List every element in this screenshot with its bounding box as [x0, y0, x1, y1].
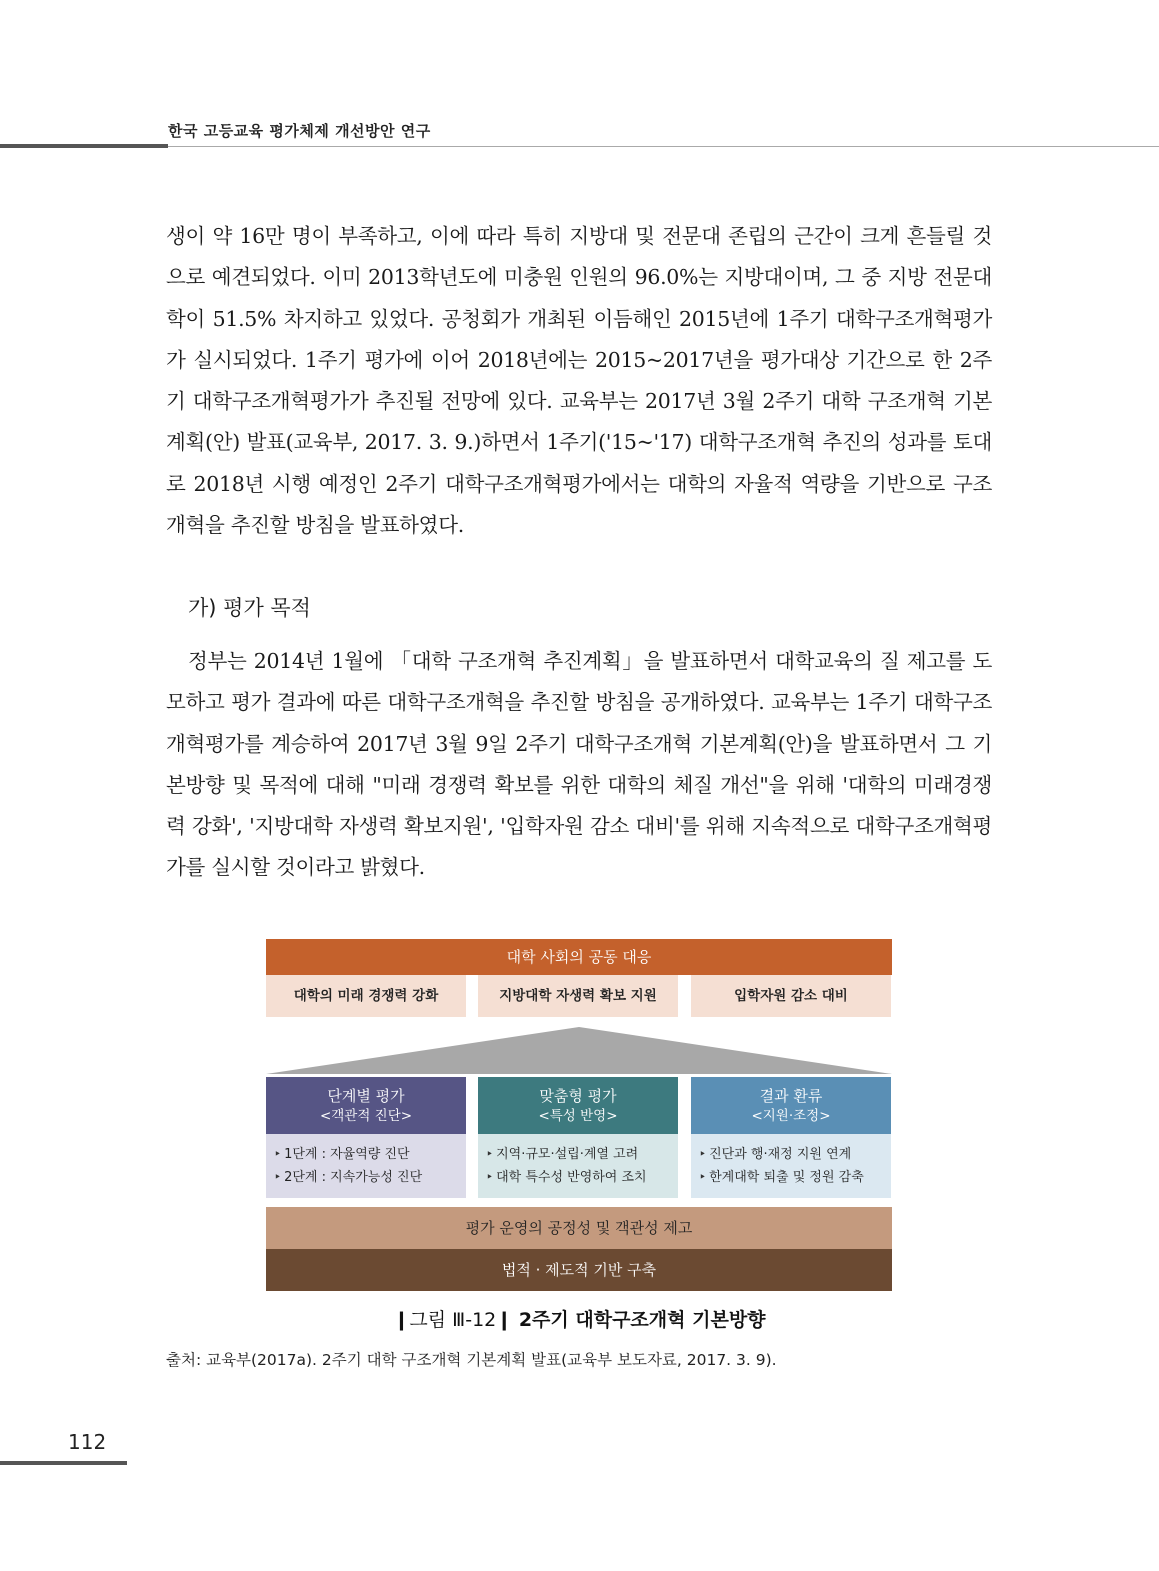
- body-paragraph-1: 생이 약 16만 명이 부족하고, 이에 따라 특히 지방대 및 전문대 존립의 근간이 크게 흔들릴 것으로 예견되었다. 이미 2013학년도에 미충원 인원의 96.0%는 지방대이며, 그 중 지방 전문대학이 51.5% 차지하고 있었다. 공청회가 개최된 이듬해인 2015년에 1주기 대학구조개혁평가가 실시되었다. 1주기 평가에 이어 2018년에는 2015~2017년을 평가대상 기간으로 한 2주기 대학구조개혁평가가 추진될 전망에 있다. 교육부는 2017년 3월 2주기 대학 구조개혁 기본계획(안) 발표(교육부, 2017. 3. 9.)하면서 1주기('15~'17) 대학구조개혁 추진의 성과를 토대로 2018년 시행 예정인 2주기 대학구조개혁평가에서는 대학의 자율적 역량을 기반으로 구조개혁을 추진할 방침을 발표하였다.: [166, 224, 992, 538]
- header-rule-accent: [0, 144, 168, 148]
- figure-caption-title: 2주기 대학구조개혁 기본방향: [518, 1309, 766, 1331]
- figure-column-3-title: 결과 환류: [759, 1087, 823, 1105]
- figure-column-3-subtitle: <지원·조정>: [751, 1108, 831, 1124]
- figure-caption: [0, 1305, 1159, 1332]
- figure-column-2-title: 맞춤형 평가: [539, 1087, 617, 1105]
- figure-column-3-body: [691, 1134, 891, 1198]
- figure-column-2-header: [478, 1077, 678, 1134]
- page-number: 112: [68, 1430, 107, 1454]
- figure-column-2-subtitle: <특성 반영>: [538, 1108, 618, 1124]
- figure-band-legal-basis: 법적 · 제도적 기반 구축: [266, 1249, 892, 1291]
- figure-column-2-item-2: ‣ 대학 특수성 반영하여 조치: [486, 1166, 678, 1189]
- figure-goal-2: 지방대학 자생력 확보 지원: [478, 975, 678, 1017]
- figure-goal-3: 입학자원 감소 대비: [691, 975, 891, 1017]
- figure-column-3-item-2: ‣ 한계대학 퇴출 및 정원 감축: [699, 1166, 891, 1189]
- figure-caption-label: ❙그림 Ⅲ-12❙: [393, 1309, 513, 1331]
- footer-rule: [0, 1461, 127, 1465]
- figure-banner: 대학 사회의 공동 대응: [266, 939, 892, 975]
- figure-column-3-header: [691, 1077, 891, 1134]
- running-header-title: 한국 고등교육 평가체제 개선방안 연구: [168, 122, 431, 140]
- header-rule: [168, 146, 1159, 147]
- figure-column-1-title: 단계별 평가: [327, 1087, 405, 1105]
- figure-source: 출처: 교육부(2017a). 2주기 대학 구조개혁 기본계획 발표(교육부 보도자료, 2017. 3. 9).: [166, 1351, 777, 1369]
- figure-column-1-item-2: ‣ 2단계 : 지속가능성 진단: [274, 1166, 466, 1189]
- body-paragraph-2: 정부는 2014년 1월에 「대학 구조개혁 추진계획」을 발표하면서 대학교육의 질 제고를 도모하고 평가 결과에 따른 대학구조개혁을 추진할 방침을 공개하였다. 교육부는 1주기 대학구조개혁평가를 계승하여 2017년 3월 9일 2주기 대학구조개혁 기본계획(안)을 발표하면서 그 기본방향 및 목적에 대해 "미래 경쟁력 확보를 위한 대학의 체질 개선"을 위해 '대학의 미래경쟁력 강화', '지방대학 자생력 확보지원', '입학자원 감소 대비'를 위해 지속적으로 대학구조개혁평가를 실시할 것이라고 밝혔다.: [166, 649, 992, 880]
- section-heading: 가) 평가 목적: [188, 596, 311, 620]
- figure-column-2-body: [478, 1134, 678, 1198]
- figure-goal-1: 대학의 미래 경쟁력 강화: [266, 975, 466, 1017]
- figure-band-fairness: 평가 운영의 공정성 및 객관성 제고: [266, 1207, 892, 1249]
- figure-diagram: [266, 939, 892, 1291]
- figure-column-1-subtitle: <객관적 진단>: [319, 1108, 413, 1124]
- figure-column-3-item-1: ‣ 진단과 행·재정 지원 연계: [699, 1143, 891, 1166]
- figure-column-2-item-1: ‣ 지역·규모·설립·계열 고려: [486, 1143, 678, 1166]
- figure-column-1-item-1: ‣ 1단계 : 자율역량 진단: [274, 1143, 466, 1166]
- figure-column-1-header: [266, 1077, 466, 1134]
- figure-roof-triangle: [266, 1025, 892, 1075]
- figure-column-1-body: [266, 1134, 466, 1198]
